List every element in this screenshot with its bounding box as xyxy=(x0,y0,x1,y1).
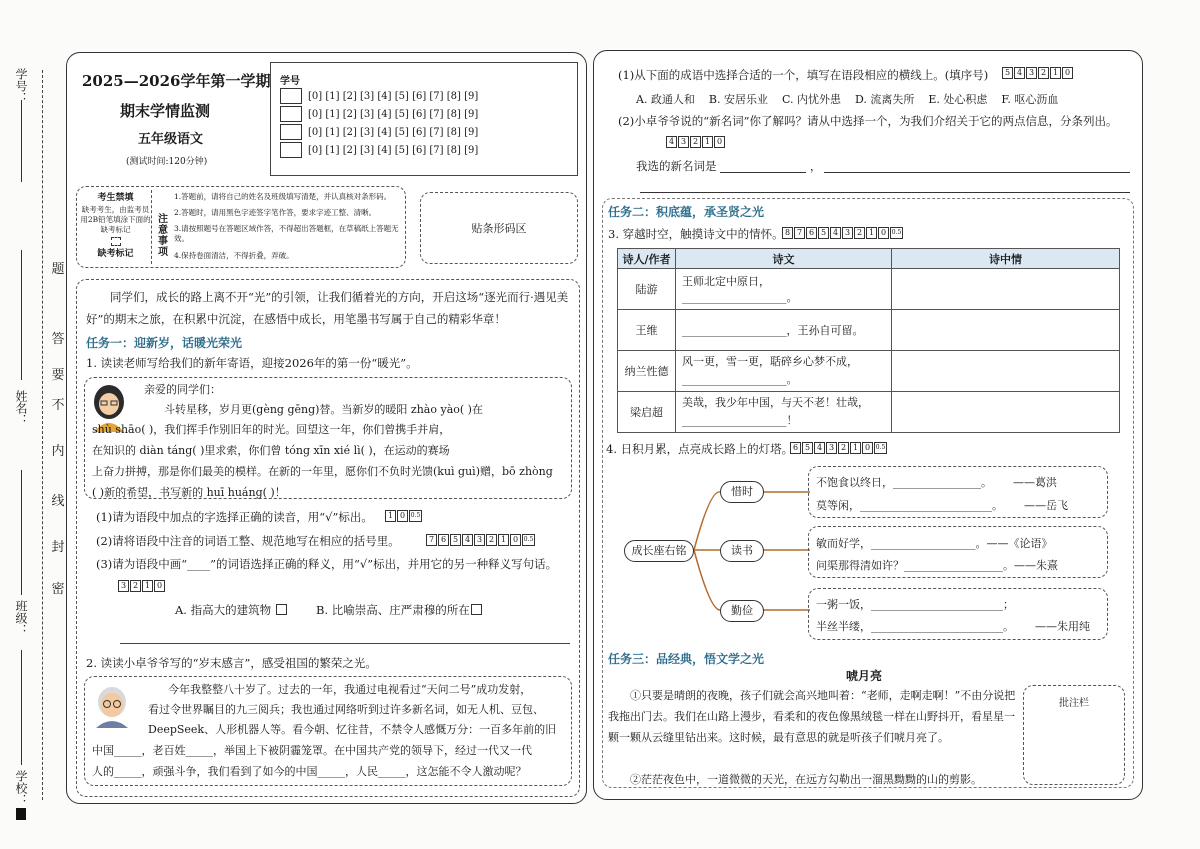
score-box-r2[interactable] xyxy=(666,136,726,148)
id-cell[interactable] xyxy=(280,88,302,104)
score-cell[interactable]: 4 xyxy=(830,227,841,239)
motto-line[interactable]: 敏而好学，___________________。——《论语》 xyxy=(816,537,1053,550)
score-cell[interactable]: 3 xyxy=(842,227,853,239)
poem-cell[interactable]: 王师北定中原日，___________________。 xyxy=(676,269,892,310)
score-cell[interactable]: 2 xyxy=(838,442,849,454)
score-box-q1-2[interactable] xyxy=(426,534,536,546)
note-item: 4.保持卷面清洁，不得折叠，弄破。 xyxy=(174,250,294,260)
score-cell[interactable]: 0.5 xyxy=(874,442,887,454)
grandpa-line: 人的_____，顽强斗争，我们看到了如今的中国_____，人民_____，这怎能不令人激动呢？ xyxy=(92,765,527,778)
score-cell[interactable]: 6 xyxy=(438,534,449,546)
score-cell[interactable]: 2 xyxy=(854,227,865,239)
score-cell[interactable]: 4 xyxy=(1014,67,1025,79)
id-row[interactable] xyxy=(280,142,478,158)
exam-no-label: 学号： xyxy=(14,68,28,104)
q1-1: (1)请为语段中加点的字选择正确的读音，用“√”标出。 xyxy=(96,510,373,524)
grandpa-line: 看过令世界瞩目的九三阅兵；我也通过网络听到过许多新名词，如无人机、豆包、 xyxy=(148,703,544,716)
seal-char: 不 xyxy=(51,398,65,413)
score-cell[interactable]: 1 xyxy=(702,136,713,148)
score-cell[interactable]: 3 xyxy=(1026,67,1037,79)
subject-title: 五年级语文 xyxy=(138,132,204,147)
id-cell[interactable] xyxy=(280,124,302,140)
answer-line[interactable] xyxy=(824,172,1130,173)
score-cell[interactable]: 0 xyxy=(510,534,521,546)
score-cell[interactable]: 2 xyxy=(130,580,141,592)
grandpa-avatar xyxy=(90,682,134,728)
grandpa-line: DeepSeek、人形机器人等。看今朝、忆往昔，不禁令人感慨万分：一百多年前的旧 xyxy=(148,723,557,736)
exam-no-line[interactable] xyxy=(21,100,22,182)
q4-title: 4. 日积月累，点亮成长路上的灯塔。 xyxy=(606,442,794,456)
r2-title: (2)小卓爷爷说的“新名词”你了解吗？请从中选择一个，为我们介绍关于它的两点信息，分条列出。 xyxy=(618,114,1118,128)
seal-char: 题 xyxy=(51,262,65,277)
score-cell[interactable]: 5 xyxy=(1002,67,1013,79)
score-cell[interactable]: 0 xyxy=(862,442,873,454)
score-cell[interactable]: 0 xyxy=(714,136,725,148)
table-header-row xyxy=(618,249,1120,269)
table-row xyxy=(618,269,1120,310)
exam-title: 期末学情监测 xyxy=(120,102,211,120)
seal-line xyxy=(42,70,43,800)
author-cell: 陆游 xyxy=(618,269,676,310)
binding-strip xyxy=(0,0,70,849)
comma: ， xyxy=(810,160,821,173)
id-row[interactable] xyxy=(280,88,478,104)
option-a-checkbox[interactable] xyxy=(276,604,287,615)
score-box-q1-3[interactable] xyxy=(118,580,166,592)
motto-node: 成长座右铭 xyxy=(624,540,694,562)
author-cell: 王维 xyxy=(618,310,676,351)
seal-char: 线 xyxy=(51,494,65,509)
seal-char: 封 xyxy=(51,540,65,555)
score-cell[interactable]: 1 xyxy=(498,534,509,546)
note-item: 2.答题时，请用黑色字迹签字笔作答，要求字迹工整、清晰。 xyxy=(174,208,377,218)
branch-node: 读书 xyxy=(720,540,764,562)
class-line[interactable] xyxy=(21,470,22,595)
option-a-label: A. 指高大的建筑物 xyxy=(175,603,272,617)
motto-line[interactable]: 一粥一饭，________________________； xyxy=(816,598,1014,611)
score-cell[interactable]: 1 xyxy=(385,510,396,522)
feeling-cell[interactable] xyxy=(892,351,1120,392)
absent-panel xyxy=(80,190,152,264)
score-box-r1[interactable] xyxy=(1002,67,1074,79)
id-row[interactable] xyxy=(280,124,478,140)
idiom-options: A. 政通人和 B. 安居乐业 C. 内忧外患 D. 流离失所 E. 处心积虑 F. 呕心沥血 xyxy=(636,93,1059,106)
branch-node: 勤俭 xyxy=(720,600,764,622)
q1-3: (3)请为语段中画“____”的词语选择正确的释义，用“√”标出，并用它的另一种释义写句话。 xyxy=(96,557,558,571)
score-cell[interactable]: 4 xyxy=(814,442,825,454)
score-cell[interactable]: 0 xyxy=(878,227,889,239)
score-cell[interactable]: 2 xyxy=(1038,67,1049,79)
score-cell[interactable]: 8 xyxy=(782,227,793,239)
id-digits: [0] [1] [2] [3] [4] [5] [6] [7] [8] [9] xyxy=(308,126,479,138)
score-cell[interactable]: 5 xyxy=(818,227,829,239)
school-label: 学校： xyxy=(14,770,28,806)
q2-title: 2. 读读小卓爷爷写的“岁末感言”，感受祖国的繁荣之光。 xyxy=(86,656,377,670)
table-row xyxy=(618,310,1120,351)
letter-line: ( )新的希望，书写新的 huī huáng( )！ xyxy=(92,486,286,499)
motto-line[interactable]: 莫等闲，________________________。 ——岳飞 xyxy=(816,499,1068,512)
score-box-q1-1[interactable] xyxy=(385,510,423,522)
letter-greeting: 亲爱的同学们： xyxy=(144,383,221,396)
table-header: 诗中情 xyxy=(892,249,1120,269)
absent-mark: 缺考标记 xyxy=(97,249,134,260)
q1-2: (2)请将语段中注音的词语工整、规范地写在相应的括号里。 xyxy=(96,534,400,548)
score-box-q3[interactable] xyxy=(782,227,904,239)
note-item: 3.请按照题号在答题区域作答，不得超出答题框，在草稿纸上答题无效。 xyxy=(174,224,399,244)
passage-paragraph: ②茫茫夜色中，一道微微的天光，在远方勾勒出一溜黑黝黝的山的剪影。 xyxy=(630,773,982,786)
letter-line: 上奋力拼搏，那是你们最美的模样。在新的一年里，愿你们不负时光馈(kuì guì)赠，bō zhòng xyxy=(92,465,553,478)
score-cell[interactable]: 6 xyxy=(790,442,801,454)
notes-list xyxy=(174,192,402,261)
r1-title: (1)从下面的成语中选择合适的一个，填写在语段相应的横线上。(填序号) xyxy=(618,68,989,82)
task1-title: 任务一：迎新岁，话暖光荣光 xyxy=(86,336,243,350)
option-b-checkbox[interactable] xyxy=(471,604,482,615)
feeling-cell[interactable] xyxy=(892,392,1120,433)
annotation-label: 批注栏 xyxy=(1059,698,1089,709)
intro-text: 同学们，成长的路上离不开“光”的引领，让我们循着光的方向，开启这场“逐光而行·遇见美好”的期末之旅，在积累中沉淀，在感悟中成长，用笔墨书写属于自己的精彩华章！ xyxy=(86,290,569,326)
score-cell[interactable]: 0 xyxy=(1062,67,1073,79)
absent-checkbox[interactable] xyxy=(111,237,121,246)
passage-title: 唬月亮 xyxy=(846,669,883,683)
seal-char: 答 xyxy=(51,332,65,347)
poem-cell[interactable]: 美哉，我少年中国，与天不老！壮哉，___________________！ xyxy=(676,392,892,433)
branch-node: 惜时 xyxy=(720,481,764,503)
score-cell[interactable]: 0 xyxy=(397,510,408,522)
poem-table xyxy=(617,248,1120,433)
score-cell[interactable]: 3 xyxy=(826,442,837,454)
task2-title: 任务二：积底蕴，承圣贤之光 xyxy=(608,205,765,219)
id-digits: [0] [1] [2] [3] [4] [5] [6] [7] [8] [9] xyxy=(308,144,479,156)
answer-line[interactable] xyxy=(640,192,1130,193)
score-cell[interactable]: 7 xyxy=(794,227,805,239)
table-row xyxy=(618,392,1120,433)
id-digits: [0] [1] [2] [3] [4] [5] [6] [7] [8] [9] xyxy=(308,90,479,102)
score-cell[interactable]: 2 xyxy=(486,534,497,546)
id-cell[interactable] xyxy=(280,142,302,158)
annotation-box[interactable] xyxy=(1023,685,1125,785)
poem-cell[interactable]: ___________________，王孙自可留。 xyxy=(676,310,892,351)
grandpa-line: 今年我整整八十岁了。过去的一年，我通过电视看过“天问二号”成功发射， xyxy=(168,683,532,696)
grandpa-line: 中国_____，老百姓_____，举国上下被阴霾笼罩。在中国共产党的领导下，经过一代又一代 xyxy=(92,744,532,757)
motto-line[interactable]: 问渠那得清如许？__________________。——朱熹 xyxy=(816,559,1058,572)
motto-line[interactable]: 半丝半缕，________________________。 ——朱用纯 xyxy=(816,620,1090,633)
author-cell: 梁启超 xyxy=(618,392,676,433)
seal-char: 要 xyxy=(51,368,65,383)
score-cell[interactable]: 5 xyxy=(450,534,461,546)
score-cell[interactable]: 4 xyxy=(666,136,677,148)
poem-cell[interactable]: 风一更，雪一更，聒碎乡心梦不成，___________________。 xyxy=(676,351,892,392)
score-cell[interactable]: 2 xyxy=(690,136,701,148)
notes-title: 注意事项 xyxy=(158,214,168,258)
score-cell[interactable]: 0.5 xyxy=(890,227,903,239)
letter-line: shù shāo( )，我们挥手作别旧年的时光。回望这一年，你们曾携手并肩， xyxy=(92,423,451,436)
score-cell[interactable]: 0 xyxy=(154,580,165,592)
score-cell[interactable]: 3 xyxy=(474,534,485,546)
exam-time: (测试时间:120分钟) xyxy=(126,157,208,167)
id-cell[interactable] xyxy=(280,106,302,122)
table-header: 诗文 xyxy=(676,249,892,269)
author-cell: 纳兰性德 xyxy=(618,351,676,392)
q3-title: 3. 穿越时空，触摸诗文中的情怀。 xyxy=(608,227,784,241)
score-cell[interactable]: 3 xyxy=(678,136,689,148)
score-cell[interactable]: 4 xyxy=(462,534,473,546)
name-line[interactable] xyxy=(21,250,22,380)
absent-text: 缺考考生，由监考员用2B铅笔填涂下面的缺考标记 xyxy=(80,205,151,235)
feeling-cell[interactable] xyxy=(892,310,1120,351)
class-label: 班级： xyxy=(14,600,28,636)
absent-title: 考生禁填 xyxy=(97,193,134,203)
score-cell[interactable]: 1 xyxy=(850,442,861,454)
task3-title: 任务三：品经典，悟文学之光 xyxy=(608,652,765,666)
score-cell[interactable]: 1 xyxy=(866,227,877,239)
score-cell[interactable]: 0.5 xyxy=(522,534,535,546)
score-cell[interactable]: 6 xyxy=(806,227,817,239)
school-line[interactable] xyxy=(21,650,22,765)
new-word-field[interactable] xyxy=(720,172,806,173)
term-title: 2025—2026学年第一学期 xyxy=(82,72,271,90)
letter-line: 在知识的 diàn táng( )里求索，你们曾 tóng xīn xié lì( )，在运动的赛场 xyxy=(92,444,450,457)
table-row xyxy=(618,351,1120,392)
score-cell[interactable]: 1 xyxy=(1050,67,1061,79)
motto-line[interactable]: 不饱食以终日，________________。 ——葛洪 xyxy=(816,476,1057,489)
option-b-label: B. 比喻崇高、庄严肃穆的所在 xyxy=(316,603,470,617)
alignment-mark xyxy=(16,808,26,820)
seal-char: 内 xyxy=(51,444,65,459)
q1-title: 1. 读读老师写给我们的新年寄语，迎接2026年的第一份“暖光”。 xyxy=(86,356,418,370)
score-cell[interactable]: 7 xyxy=(426,534,437,546)
table-header: 诗人/作者 xyxy=(618,249,676,269)
score-cell[interactable]: 5 xyxy=(802,442,813,454)
id-digits: [0] [1] [2] [3] [4] [5] [6] [7] [8] [9] xyxy=(308,108,479,120)
note-item: 1.答题前，请将自己的姓名及班级填写清楚，并认真核对条形码。 xyxy=(174,192,392,201)
score-cell[interactable]: 1 xyxy=(142,580,153,592)
score-cell[interactable]: 0.5 xyxy=(409,510,422,522)
id-row[interactable] xyxy=(280,106,478,122)
score-box-q4[interactable] xyxy=(790,442,888,454)
score-cell[interactable]: 3 xyxy=(118,580,129,592)
answer-line[interactable] xyxy=(120,643,570,644)
name-label: 姓名： xyxy=(14,390,28,426)
barcode-area: 贴条形码区 xyxy=(420,192,578,264)
new-word-label: 我选的新名词是 xyxy=(636,159,717,173)
letter-line: 斗转星移，岁月更(gèng gēng)替。当新岁的暖阳 zhào yào( )在 xyxy=(164,403,483,416)
passage-paragraph: ①只要是晴朗的夜晚，孩子们就会高兴地叫着：“老师，走啊走啊！”不由分说把我拖出门去。我们在山路上漫步，看柔和的夜色像黑绒毯一样在山野抖开，看星星一颗一颗从云缝里钻出来。这时候，最有意思的就是听孩子们唬月亮了。 xyxy=(608,689,1016,744)
student-id-label: 学号 xyxy=(280,76,300,87)
seal-char: 密 xyxy=(51,582,65,597)
feeling-cell[interactable] xyxy=(892,269,1120,310)
